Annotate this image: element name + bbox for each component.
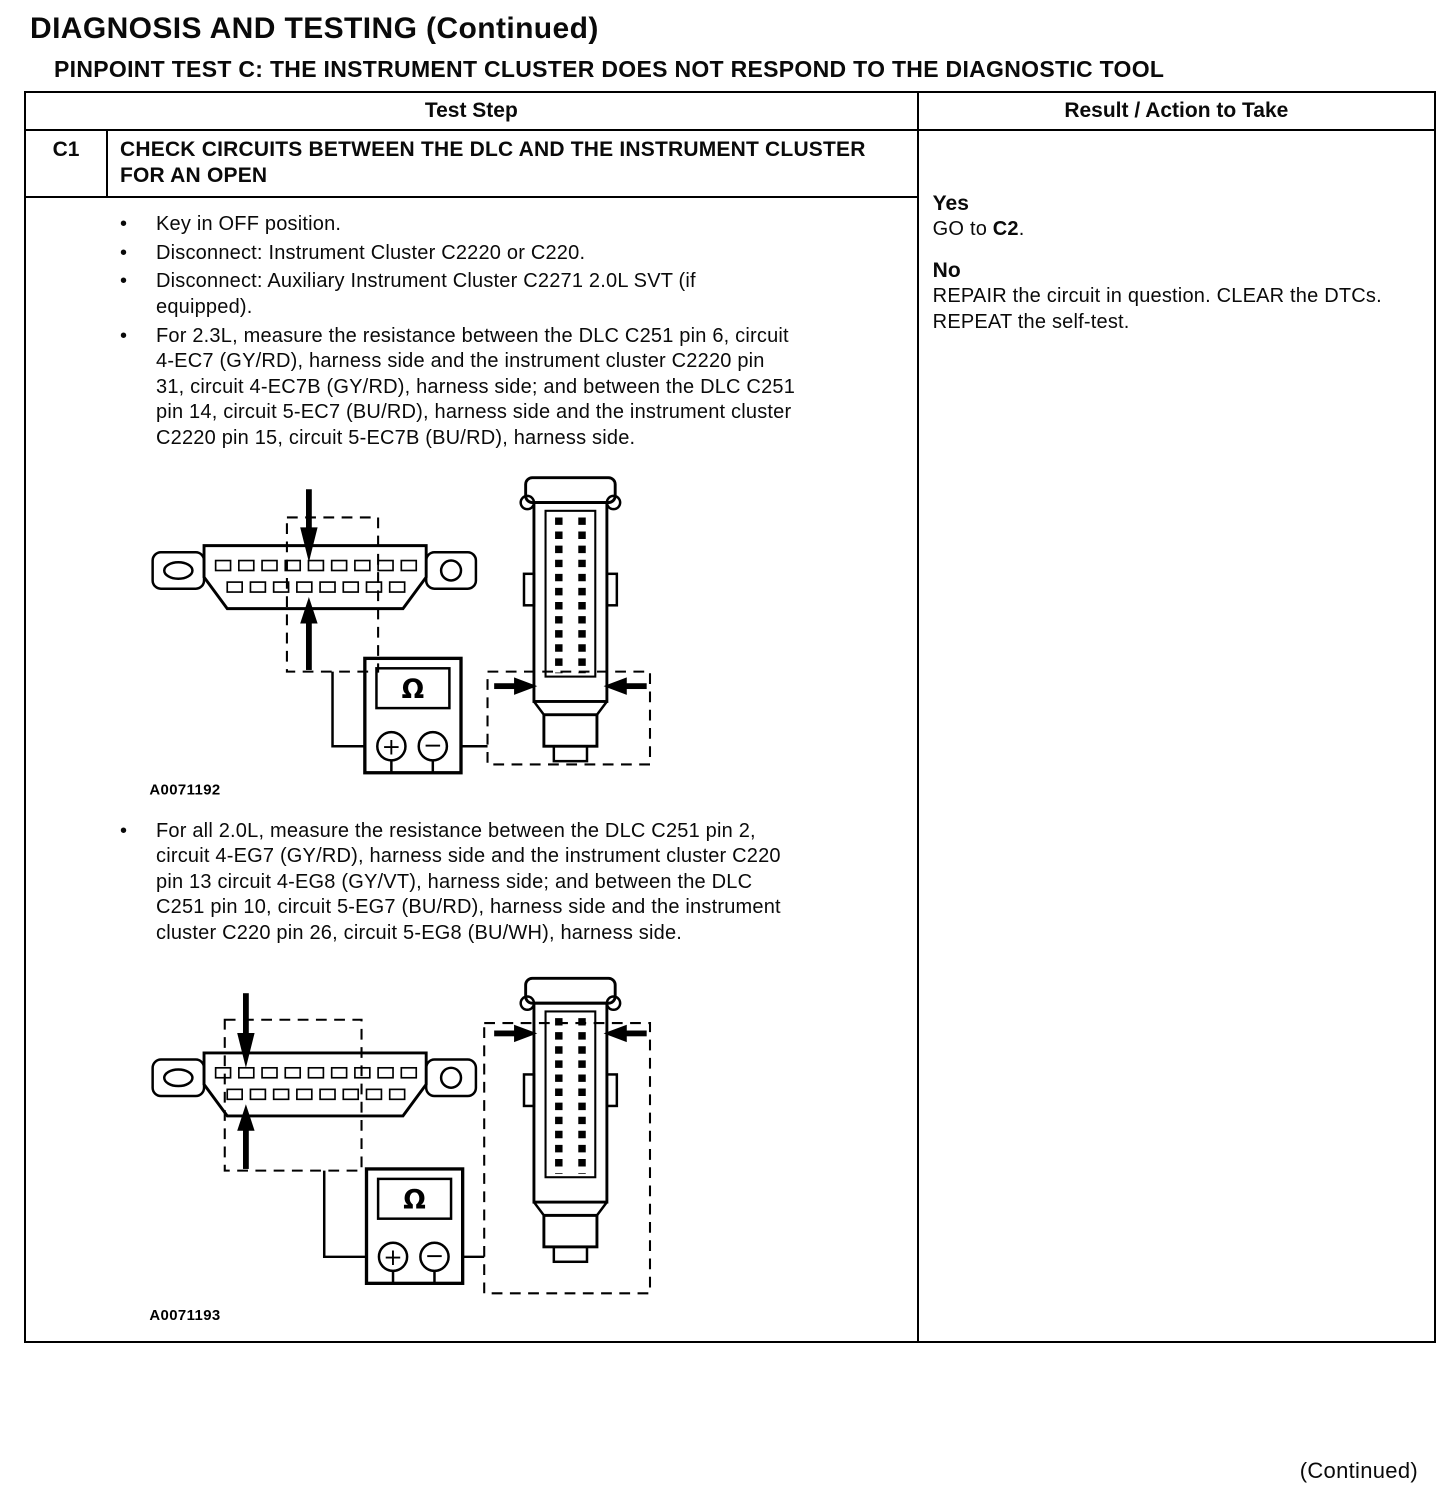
yes-action-target: C2 (992, 218, 1019, 241)
test-lead-left (324, 1171, 366, 1257)
yes-action-suffix: . (1018, 218, 1025, 241)
ohmmeter-plus-terminal: + (381, 733, 402, 761)
circuit-diagram-2-0l (146, 970, 776, 1326)
figure-a0071192 (146, 476, 909, 801)
pinpoint-test-title: PINPOINT TEST C: THE INSTRUMENT CLUSTER DOES NOT RESPOND TO THE DIAGNOSTIC TOOL (54, 56, 1165, 82)
bullet-text: For all 2.0L, measure the resistance between the DLC C251 pin 2, circuit 4-EG7 (GY/RD), harness side and the instrument cluster C220 pin 13 circuit 4-EG8 (GY/VT), harness side; and between the DLC C251 pin 10, circuit 5-EG7 (BU/RD), harness side and the instrument cluster C220 pin 26, circuit 5-EG8 (BU/WH), harness side. (156, 819, 781, 944)
instrument-cluster-connector (521, 979, 620, 1262)
bullet-item (26, 212, 801, 238)
ohmmeter-omega-symbol: Ω (401, 673, 425, 705)
probe-arrow-left-icon (604, 1025, 647, 1042)
probe-arrow-up-icon (237, 1105, 254, 1170)
probe-arrow-down-icon (300, 489, 317, 562)
result-yes-action (933, 216, 1424, 242)
page-continued-note: (Continued) (1299, 1458, 1418, 1483)
bullet-text: Key in OFF position. (156, 213, 342, 236)
bullet-item (26, 269, 801, 320)
test-step-bullets-2 (26, 819, 909, 947)
ohmmeter-plus-terminal: + (383, 1244, 403, 1272)
bullet-text: For 2.3L, measure the resistance between the DLC C251 pin 6, circuit 4-EC7 (GY/RD), harness side and the instrument cluster C2220 pin 31, circuit 4-EC7B (GY/RD), harness side; and between the DLC C251 pin 14, circuit 5-EC7 (BU/RD), harness side and the instrument cluster C2220 pin 15, circuit 5-EC7B (BU/RD), harness side. (156, 324, 796, 449)
result-no-label: No (932, 259, 961, 283)
table-header-row (26, 93, 1434, 131)
step-header-row (26, 131, 917, 198)
measurement-zone-cluster (484, 1024, 650, 1294)
dlc-connector (153, 545, 476, 608)
circuit-diagram-2-3l (146, 476, 776, 801)
table-body (26, 131, 1434, 1341)
bullet-item (26, 241, 801, 267)
ohmmeter-minus-terminal: − (424, 1242, 445, 1270)
step-title: CHECK CIRCUITS BETWEEN THE DLC AND THE INSTRUMENT CLUSTER FOR AN OPEN (120, 138, 866, 187)
probe-arrow-down-icon (237, 994, 254, 1069)
yes-action-prefix: GO to (932, 218, 993, 241)
probe-arrow-left-icon (604, 677, 647, 694)
result-no-action: REPAIR the circuit in question. CLEAR the DTCs. REPEAT the self-test. (932, 285, 1382, 334)
test-step-cell (26, 131, 919, 1341)
figure-label: A0071192 (149, 780, 221, 798)
probe-arrow-right-icon (494, 1025, 537, 1042)
figure-a0071193 (146, 970, 909, 1326)
result-yes-label: Yes (932, 192, 969, 215)
ohmmeter-omega-symbol: Ω (403, 1185, 426, 1217)
bullet-item (26, 324, 801, 452)
step-content (26, 198, 917, 1341)
measurement-zone-dlc (287, 517, 378, 671)
pinpoint-test-table (24, 91, 1436, 1343)
step-id-cell: C1 (26, 131, 108, 196)
result-action-cell (919, 131, 1434, 1341)
dlc-connector (153, 1053, 476, 1116)
bullet-item (26, 819, 801, 947)
probe-arrow-right-icon (494, 677, 537, 694)
col-header-test-step: Test Step (26, 93, 919, 129)
ohmmeter-minus-terminal: − (423, 731, 443, 759)
col-header-result: Result / Action to Take (1064, 99, 1289, 122)
instrument-cluster-connector (521, 477, 620, 760)
figure-label: A0071193 (149, 1307, 221, 1325)
page-title: DIAGNOSIS AND TESTING (Continued) (30, 12, 599, 45)
test-step-bullets-1 (26, 212, 909, 451)
test-lead-left (333, 671, 365, 746)
bullet-text: Disconnect: Auxiliary Instrument Cluster C2271 2.0L SVT (if equipped). (156, 270, 696, 318)
bullet-text: Disconnect: Instrument Cluster C2220 or C220. (156, 241, 586, 264)
